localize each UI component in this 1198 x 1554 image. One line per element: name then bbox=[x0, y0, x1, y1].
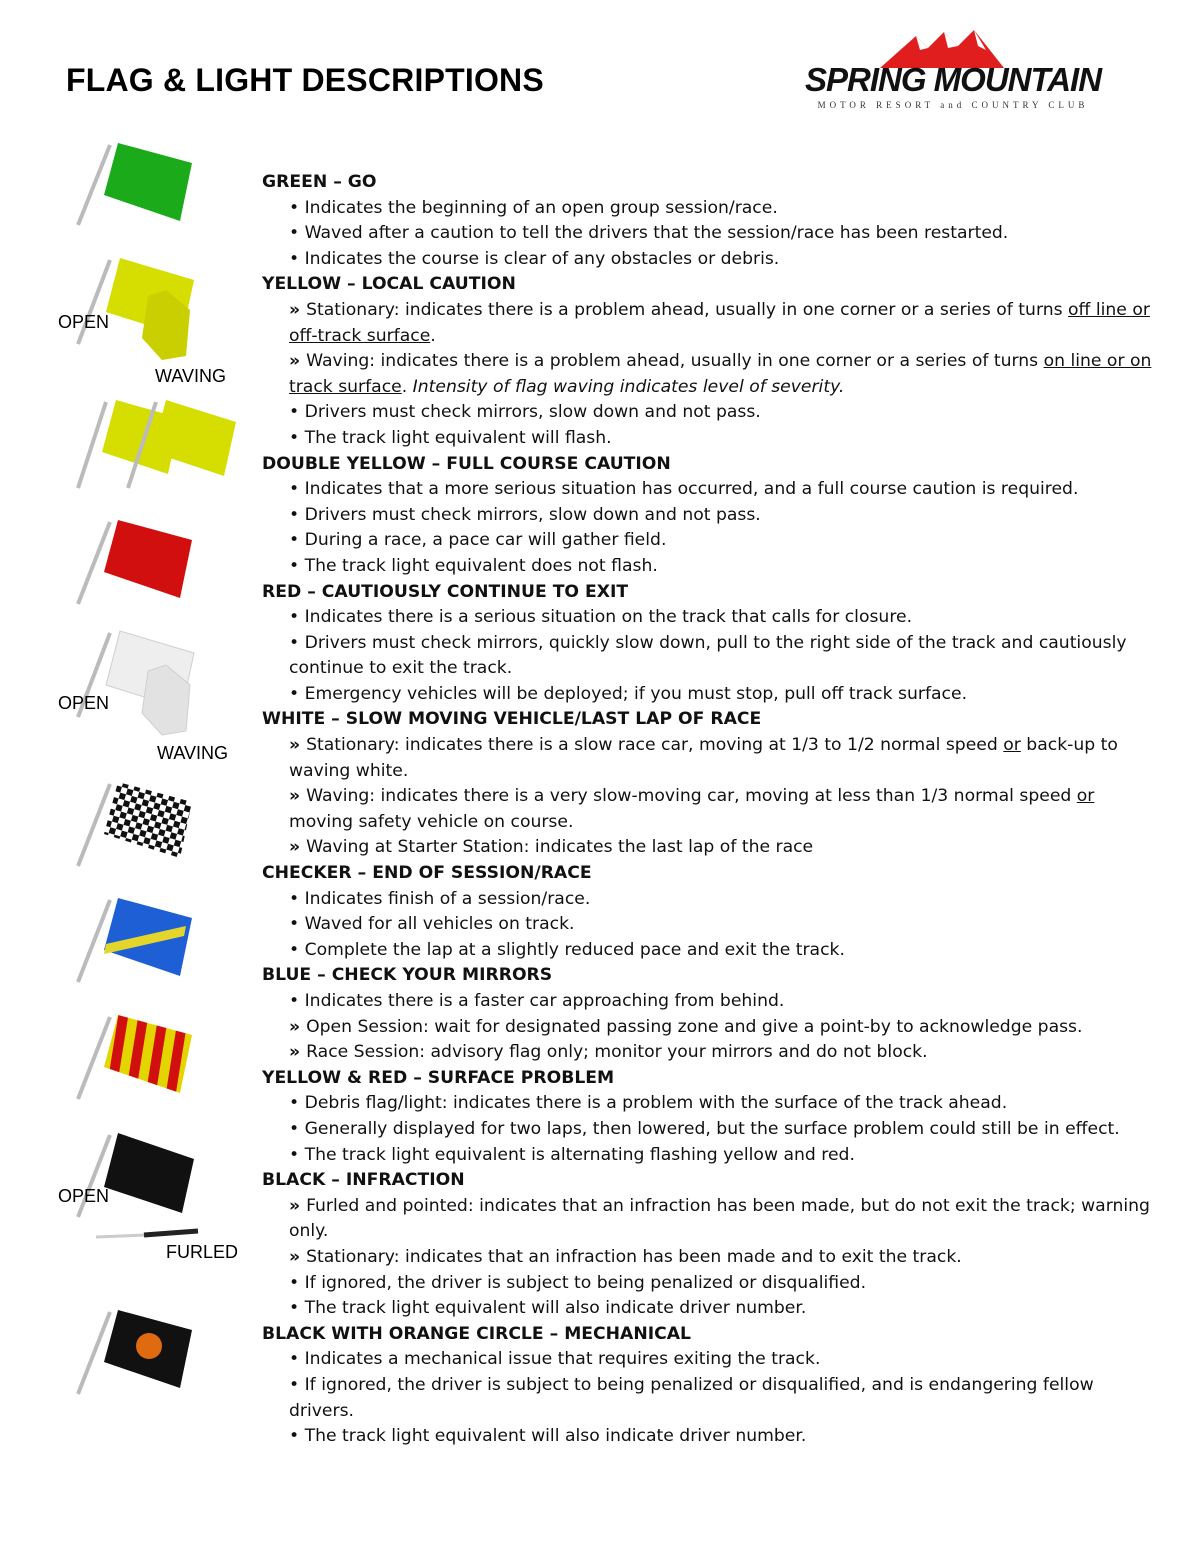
description-item bbox=[289, 554, 1162, 580]
description-item bbox=[289, 247, 1162, 273]
item-text: Indicates that a more serious situation has occurred, and a full course caution is required. bbox=[304, 479, 1079, 500]
item-text: moving safety vehicle on course. bbox=[289, 811, 574, 832]
item-marker: • bbox=[289, 939, 305, 960]
flag-section bbox=[262, 170, 1162, 272]
item-text: Drivers must check mirrors, slow down and not pass. bbox=[304, 402, 761, 423]
item-text: If ignored, the driver is subject to being penalized or disqualified. bbox=[304, 1272, 867, 1293]
item-marker: » bbox=[289, 735, 307, 756]
item-marker: • bbox=[289, 1093, 305, 1114]
item-text: . bbox=[401, 376, 413, 397]
section-title: WHITE – SLOW MOVING VEHICLE/LAST LAP OF RACE bbox=[262, 709, 762, 730]
blue-flag-icon bbox=[70, 888, 200, 988]
description-item bbox=[289, 1040, 1162, 1066]
item-marker: » bbox=[289, 1042, 307, 1063]
description-item bbox=[289, 1347, 1162, 1373]
item-marker: • bbox=[289, 248, 305, 269]
item-text: Intensity of flag waving indicates level of severity. bbox=[412, 376, 845, 397]
description-item bbox=[289, 503, 1162, 529]
description-item bbox=[289, 682, 1162, 708]
description-item bbox=[289, 477, 1162, 503]
black-furled-label: FURLED bbox=[166, 1242, 239, 1262]
description-item bbox=[289, 1271, 1162, 1297]
item-text: Generally displayed for two laps, then lowered, but the surface problem could still be in effect. bbox=[304, 1118, 1120, 1139]
flag-section bbox=[262, 861, 1162, 963]
item-marker: • bbox=[289, 914, 305, 935]
description-item bbox=[289, 784, 1162, 835]
description-item bbox=[289, 1194, 1162, 1245]
item-marker: • bbox=[289, 479, 305, 500]
flag-descriptions bbox=[262, 170, 1162, 1450]
green-flag-icon bbox=[70, 135, 200, 235]
item-text: on line or on track surface bbox=[289, 351, 1152, 397]
item-marker: • bbox=[289, 504, 305, 525]
description-item bbox=[289, 221, 1162, 247]
section-title: RED – CAUTIOUSLY CONTINUE TO EXIT bbox=[262, 581, 629, 602]
section-title: BLACK – INFRACTION bbox=[262, 1170, 465, 1191]
item-text: Stationary: indicates that an infraction has been made and to exit the track. bbox=[306, 1246, 962, 1267]
item-text: Stationary: indicates there is a problem ahead, usually in one corner or a series of turns bbox=[306, 299, 1069, 320]
item-text: Indicates a mechanical issue that requires exiting the track. bbox=[304, 1349, 821, 1370]
checkered-flag-icon bbox=[70, 772, 200, 872]
item-text: Waving at Starter Station: indicates the last lap of the race bbox=[306, 837, 814, 858]
item-text: or bbox=[1076, 786, 1095, 807]
description-item bbox=[289, 196, 1162, 222]
item-text: back-up to waving white. bbox=[289, 735, 1118, 781]
description-item bbox=[289, 1296, 1162, 1322]
flag-section bbox=[262, 580, 1162, 708]
item-text: Indicates there is a faster car approaching from behind. bbox=[304, 991, 785, 1011]
section-title: CHECKER – END OF SESSION/RACE bbox=[262, 863, 592, 884]
item-marker: • bbox=[289, 607, 305, 628]
description-item bbox=[289, 1015, 1162, 1041]
svg-text:MOTOR RESORT and COUNTRY CLUB: MOTOR RESORT and COUNTRY CLUB bbox=[817, 100, 1089, 110]
description-item bbox=[289, 835, 1162, 861]
section-title: YELLOW – LOCAL CAUTION bbox=[262, 274, 516, 295]
yellow-red-striped-flag-icon bbox=[70, 1005, 200, 1105]
item-marker: » bbox=[289, 1195, 307, 1216]
description-item bbox=[289, 631, 1162, 682]
double-yellow-flag-icon bbox=[70, 392, 240, 502]
item-marker: » bbox=[289, 786, 307, 807]
item-marker: • bbox=[289, 991, 305, 1011]
item-text: . bbox=[430, 325, 436, 346]
item-text: If ignored, the driver is subject to being penalized or disqualified, and is endangering fellow drivers. bbox=[289, 1374, 1094, 1421]
item-text: Drivers must check mirrors, quickly slow down, pull to the right side of the track and cautiously continue to exit the track. bbox=[289, 632, 1127, 679]
item-marker: • bbox=[289, 888, 305, 909]
item-text: The track light equivalent will flash. bbox=[304, 427, 612, 448]
flag-section bbox=[262, 1322, 1162, 1450]
item-marker: • bbox=[289, 402, 305, 423]
item-text: or bbox=[1003, 735, 1021, 756]
black-open-label: OPEN bbox=[58, 1186, 110, 1206]
item-text: Open Session: wait for designated passing zone and give a point-by to acknowledge pass. bbox=[306, 1016, 1083, 1037]
description-item bbox=[289, 605, 1162, 631]
item-marker: » bbox=[289, 351, 307, 372]
section-title: DOUBLE YELLOW – FULL COURSE CAUTION bbox=[262, 453, 671, 474]
item-text: The track light equivalent does not flash. bbox=[304, 555, 658, 576]
item-text: Complete the lap at a slightly reduced pace and exit the track. bbox=[304, 939, 845, 960]
item-text: The track light equivalent will also indicate driver number. bbox=[304, 1298, 807, 1319]
item-marker: • bbox=[289, 1374, 305, 1395]
white-waving-label: WAVING bbox=[157, 743, 228, 763]
description-item bbox=[289, 298, 1162, 349]
item-text: Waved after a caution to tell the drivers that the session/race has been restarted. bbox=[304, 223, 1009, 244]
description-item bbox=[289, 1143, 1162, 1169]
white-flag-icon bbox=[70, 625, 210, 745]
flag-section bbox=[262, 1066, 1162, 1168]
section-title: YELLOW & RED – SURFACE PROBLEM bbox=[262, 1067, 615, 1088]
item-text: Indicates the beginning of an open group session/race. bbox=[304, 197, 778, 218]
description-item bbox=[289, 989, 1162, 1015]
page-title: FLAG & LIGHT DESCRIPTIONS bbox=[66, 62, 544, 98]
svg-text:SPRING MOUNTAIN: SPRING MOUNTAIN bbox=[804, 61, 1102, 98]
item-text: Emergency vehicles will be deployed; if you must stop, pull off track surface. bbox=[304, 683, 968, 704]
description-item bbox=[289, 528, 1162, 554]
yellow-waving-label: WAVING bbox=[155, 366, 226, 386]
item-marker: • bbox=[289, 1349, 305, 1370]
description-item bbox=[289, 1091, 1162, 1117]
item-marker: • bbox=[289, 197, 305, 218]
description-item bbox=[289, 733, 1162, 784]
flag-section bbox=[262, 707, 1162, 861]
item-text: Furled and pointed: indicates that an infraction has been made, but do not exit the track; warning only. bbox=[289, 1195, 1150, 1242]
item-marker: » bbox=[289, 1016, 307, 1037]
flag-illustrations bbox=[0, 0, 260, 1554]
description-item bbox=[289, 1245, 1162, 1271]
item-marker: • bbox=[289, 632, 305, 653]
item-marker: • bbox=[289, 1426, 305, 1447]
item-text: Stationary: indicates there is a slow race car, moving at 1/3 to 1/2 normal speed bbox=[306, 735, 1004, 756]
item-text: Indicates the course is clear of any obstacles or debris. bbox=[304, 248, 780, 269]
item-text: Indicates finish of a session/race. bbox=[304, 888, 591, 909]
flag-section bbox=[262, 452, 1162, 580]
description-item bbox=[289, 349, 1162, 400]
item-marker: • bbox=[289, 1298, 305, 1319]
section-title: BLACK WITH ORANGE CIRCLE – MECHANICAL bbox=[262, 1323, 691, 1344]
description-item bbox=[289, 400, 1162, 426]
item-text: Waving: indicates there is a problem ahead, usually in one corner or a series of turns bbox=[306, 351, 1044, 372]
section-title: GREEN – GO bbox=[262, 172, 377, 192]
item-text: Debris flag/light: indicates there is a problem with the surface of the track ahead. bbox=[304, 1093, 1008, 1114]
description-item bbox=[289, 426, 1162, 452]
white-open-label: OPEN bbox=[58, 693, 110, 713]
item-marker: • bbox=[289, 555, 305, 576]
item-marker: • bbox=[289, 683, 305, 704]
item-marker: • bbox=[289, 1144, 305, 1165]
description-item bbox=[289, 1424, 1162, 1450]
item-marker: » bbox=[289, 837, 307, 858]
item-text: Waving: indicates there is a very slow-moving car, moving at less than 1/3 normal speed bbox=[306, 786, 1077, 807]
item-marker: • bbox=[289, 223, 305, 244]
item-text: The track light equivalent is alternating flashing yellow and red. bbox=[304, 1144, 855, 1165]
item-text: off line or off-track surface bbox=[289, 299, 1150, 346]
flag-section bbox=[262, 272, 1162, 451]
spring-mountain-logo bbox=[768, 28, 1138, 114]
black-orange-circle-flag-icon bbox=[70, 1300, 200, 1400]
flag-section bbox=[262, 963, 1162, 1065]
description-item bbox=[289, 938, 1162, 964]
item-text: During a race, a pace car will gather field. bbox=[304, 530, 667, 551]
section-title: BLUE – CHECK YOUR MIRRORS bbox=[262, 965, 553, 986]
item-marker: • bbox=[289, 1118, 305, 1139]
item-text: Indicates there is a serious situation on the track that calls for closure. bbox=[304, 607, 913, 628]
red-flag-icon bbox=[70, 512, 200, 612]
item-marker: » bbox=[289, 1246, 307, 1267]
item-text: Drivers must check mirrors, slow down and not pass. bbox=[304, 504, 761, 525]
item-marker: • bbox=[289, 427, 305, 448]
item-marker: • bbox=[289, 530, 305, 551]
yellow-open-label: OPEN bbox=[58, 312, 110, 332]
description-item bbox=[289, 1373, 1162, 1424]
description-item bbox=[289, 912, 1162, 938]
description-item bbox=[289, 1117, 1162, 1143]
description-item bbox=[289, 887, 1162, 913]
item-text: Waved for all vehicles on track. bbox=[304, 914, 575, 935]
item-text: Race Session: advisory flag only; monitor your mirrors and do not block. bbox=[306, 1042, 928, 1063]
item-marker: » bbox=[289, 299, 307, 320]
item-marker: • bbox=[289, 1272, 305, 1293]
flag-section bbox=[262, 1168, 1162, 1322]
item-text: The track light equivalent will also indicate driver number. bbox=[304, 1426, 807, 1447]
